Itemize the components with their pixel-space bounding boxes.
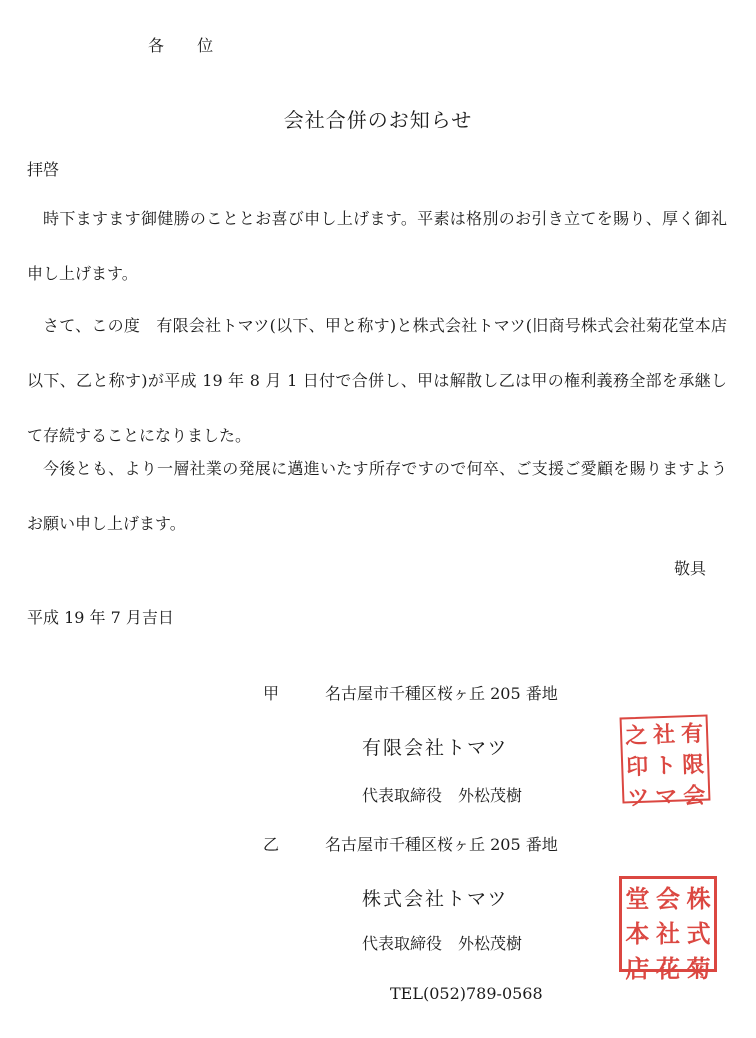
party-a-company: 有限会社トマツ: [362, 737, 509, 759]
paragraph-1: 時下ますます御健勝のこととお喜び申し上げます。平素は格別のお引き立てを賜り、厚く御礼申し上げます。: [27, 209, 727, 283]
party-a-address: 名古屋市千種区桜ヶ丘 205 番地: [325, 684, 558, 703]
party-a-mark: 甲: [263, 684, 280, 703]
recipient: 各 位: [148, 36, 228, 55]
party-b-company-seal: 堂 会 株 本 社 式 店 花 菊: [619, 876, 717, 972]
party-b-company: 株式会社トマツ: [362, 888, 509, 910]
party-b-mark: 乙: [263, 835, 280, 854]
document-title: 会社合併のお知らせ: [283, 108, 473, 132]
party-a-company-seal: 之 社 有 印 ト 限 ツ マ 会: [620, 714, 711, 803]
document-date: 平成 19 年 7 月吉日: [27, 608, 174, 627]
telephone-number: TEL(052)789-0568: [390, 984, 543, 1003]
closing-phrase: 敬具: [673, 559, 706, 578]
paragraph-3: 今後とも、より一層社業の発展に邁進いたす所存ですので何卒、ご支援ご愛顧を賜りますようお願い申し上げます。: [27, 459, 727, 533]
opening-greeting: 拝啓: [27, 160, 60, 179]
party-b-address: 名古屋市千種区桜ヶ丘 205 番地: [325, 835, 558, 854]
party-b-representative: 代表取締役 外松茂樹: [362, 934, 523, 953]
paragraph-2: さて、この度 有限会社トマツ(以下、甲と称す)と株式会社トマツ(旧商号株式会社菊花堂本店 以下、乙と称す)が平成 19 年 8 月 1 日付で合併し、甲は解散し乙は甲の権利義務全部を承継して存続することになりました。: [27, 316, 727, 445]
party-a-representative: 代表取締役 外松茂樹: [362, 786, 523, 805]
